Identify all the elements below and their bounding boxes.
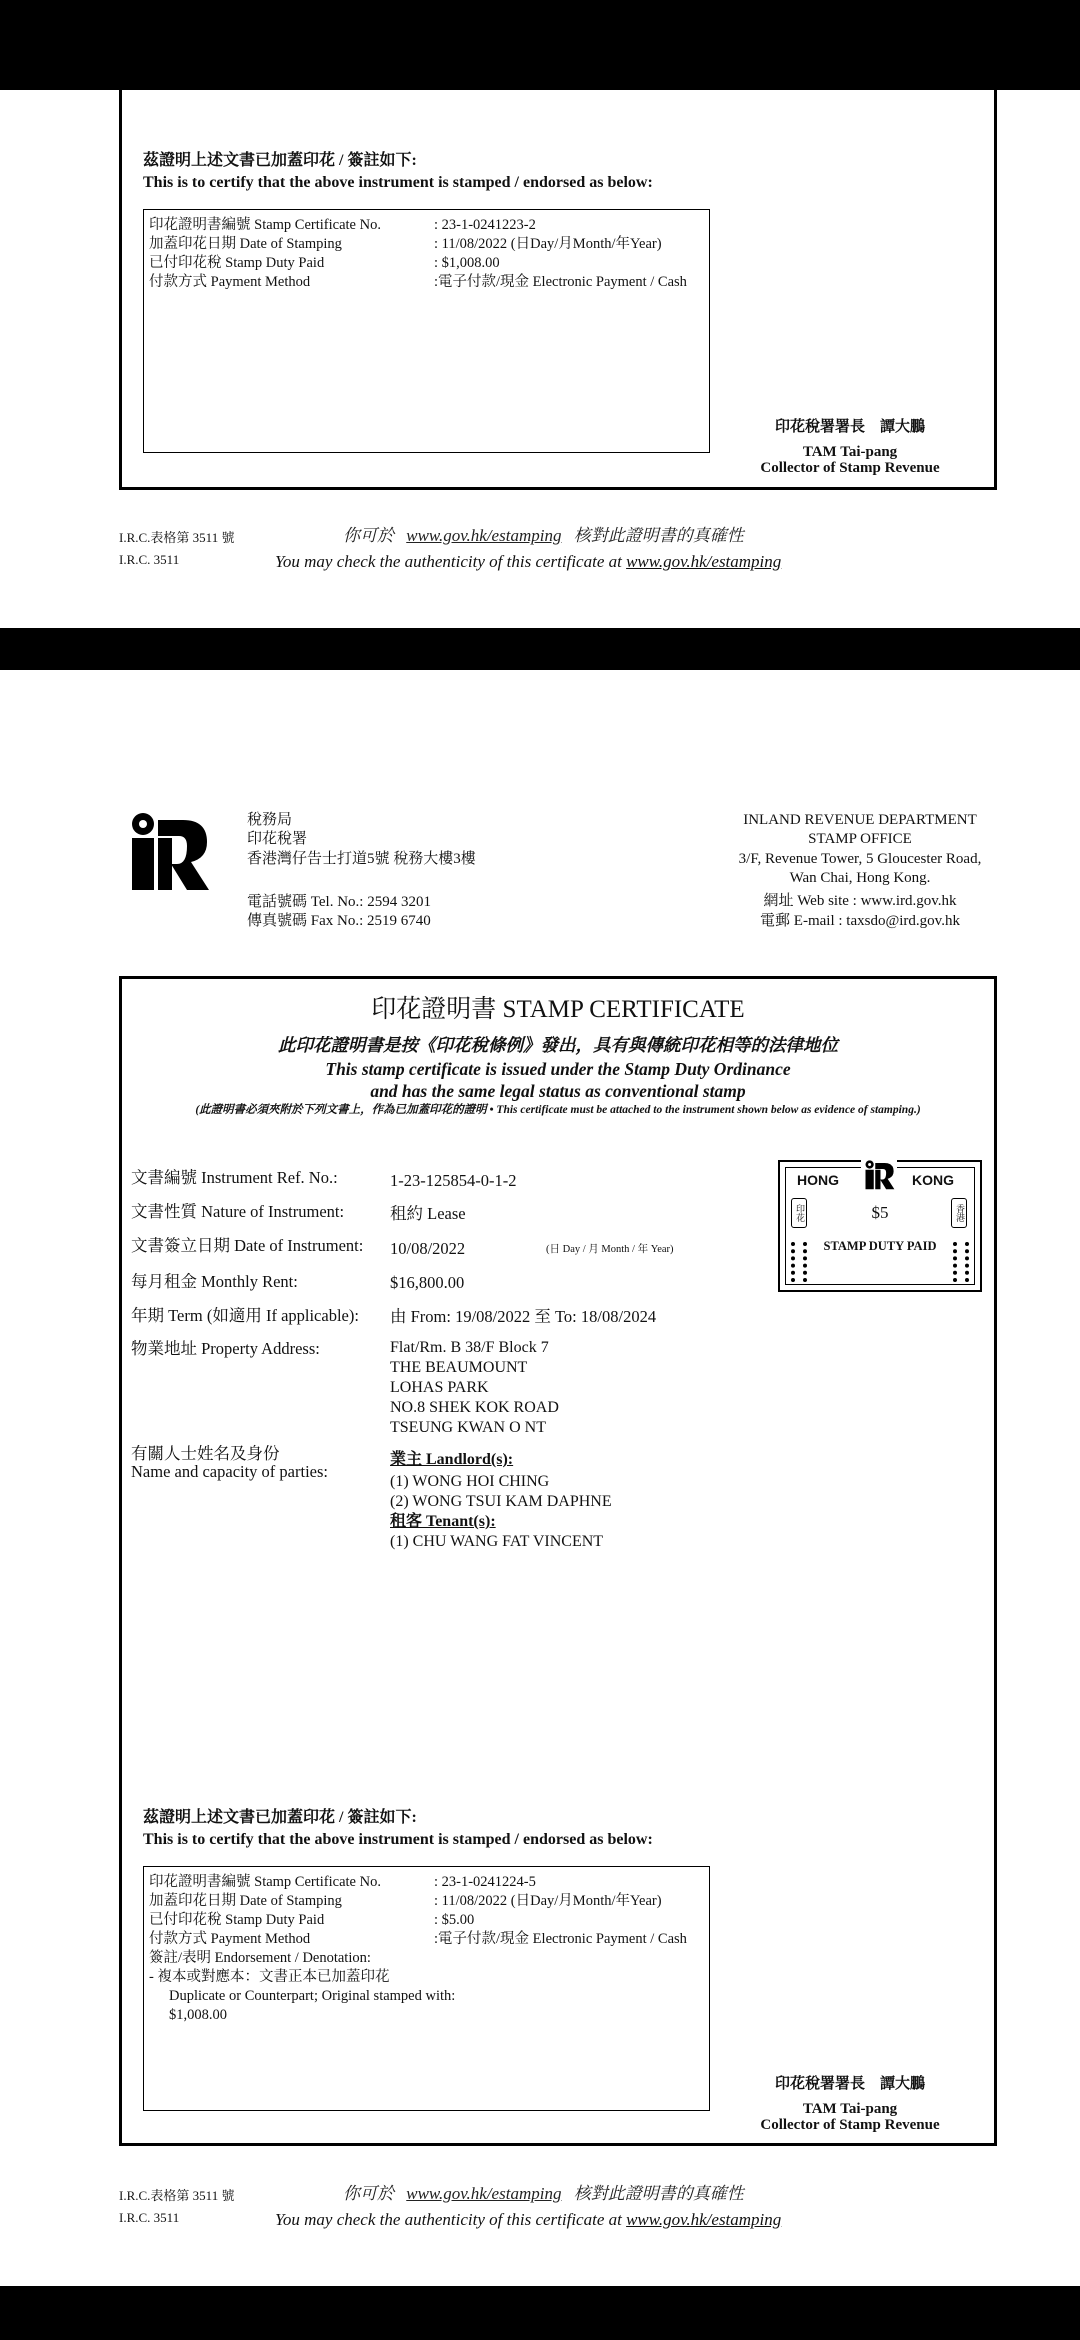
check-en-link[interactable]: www.gov.hk/estamping	[626, 552, 782, 571]
detail-row	[149, 1911, 475, 1930]
endorse-line-1: - 複本或對應本：文書正本已加蓋印花	[149, 1969, 390, 1985]
detail-value: :電子付款/現金 Electronic Payment / Cash	[434, 274, 687, 290]
ird-logo-icon	[861, 1160, 897, 1190]
bottom-check-zh	[343, 2183, 744, 2204]
landlord-item: (1) WONG HOI CHING	[390, 1473, 550, 1490]
property-line: Flat/Rm. B 38/F Block 7	[390, 1339, 549, 1356]
stamp-ornament-right	[953, 1242, 969, 1282]
field-value-rent: $16,800.00	[390, 1273, 465, 1292]
dept-zh-1: 稅務局	[247, 812, 293, 828]
address-en-2: Wan Chai, Hong Kong.	[789, 870, 931, 886]
detail-value: :電子付款/現金 Electronic Payment / Cash	[434, 1931, 687, 1947]
property-line: NO.8 SHEK KOK ROAD	[390, 1399, 559, 1416]
field-value-nature: 租約 Lease	[390, 1204, 466, 1223]
certificate-subtitle-zh: 此印花證明書是按《印花稅條例》發出，具有與傳統印花相等的法律地位	[278, 1035, 838, 1055]
detail-label: 付款方式 Payment Method	[149, 1931, 311, 1947]
dept-zh-2: 印花稅署	[247, 831, 308, 847]
detail-label: 已付印花稅 Stamp Duty Paid	[149, 1912, 325, 1928]
stamp-chop-left: 印花	[791, 1198, 807, 1228]
top-check-en	[275, 551, 781, 572]
top-details	[149, 216, 687, 292]
check-zh-link[interactable]: www.gov.hk/estamping	[406, 2184, 562, 2203]
ird-logo	[125, 812, 211, 892]
field-date-format: (日 Day / 月 Month / 年 Year)	[546, 1244, 674, 1255]
parties	[390, 1450, 612, 1552]
property-line: LOHAS PARK	[390, 1379, 489, 1396]
check-en-pre: You may check the authenticity of this certificate at	[275, 2210, 622, 2229]
certificate-note: (此證明書必須夾附於下列文書上，作為已加蓋印花的證明 • This certificate must be attached to the instrument shown below as evidence of stamping.)	[195, 1104, 921, 1116]
check-zh-pre: 你可於	[343, 2184, 394, 2203]
detail-value: : 11/08/2022 (日Day/月Month/年Year)	[434, 236, 662, 252]
endorse-line-2: Duplicate or Counterpart; Original stamped with:	[169, 1988, 456, 2004]
bottom-form-en: I.R.C. 3511	[119, 2210, 180, 2225]
top-collector-title: Collector of Stamp Revenue	[760, 460, 940, 476]
dept-en-2: STAMP OFFICE	[808, 831, 912, 847]
detail-label: 已付印花稅 Stamp Duty Paid	[149, 255, 325, 271]
website: 網址 Web site : www.ird.gov.hk	[763, 893, 957, 909]
bottom-collector-zh: 印花稅署署長 譚大鵬	[774, 2076, 925, 2092]
detail-row	[149, 1930, 687, 1949]
bottom-black-bar	[0, 2286, 1080, 2340]
stamp-chop-right: 香港	[951, 1198, 967, 1228]
fax-no: 傳真號碼 Fax No.: 2519 6740	[247, 913, 431, 929]
tenant-item: (1) CHU WANG FAT VINCENT	[390, 1533, 604, 1550]
top-check-zh	[343, 525, 744, 546]
field-label-date: 文書簽立日期 Date of Instrument:	[131, 1236, 364, 1255]
top-certify-zh: 茲證明上述文書已加蓋印花 / 簽註如下:	[143, 152, 417, 169]
stamp-ornament-left	[791, 1242, 807, 1282]
middle-black-bar	[0, 628, 1080, 670]
field-label-ref: 文書編號 Instrument Ref. No.:	[131, 1168, 338, 1187]
detail-row	[149, 273, 687, 292]
endorse-label: 簽註/表明 Endorsement / Denotation:	[149, 1950, 371, 1966]
field-value-date: 10/08/2022	[390, 1239, 466, 1258]
stamp-kong: KONG	[909, 1172, 957, 1188]
endorse-line-3: $1,008.00	[169, 2007, 227, 2023]
field-value-ref: 1-23-125854-0-1-2	[390, 1171, 517, 1190]
bottom-certify-en: This is to certify that the above instrument is stamped / endorsed as below:	[143, 1831, 653, 1848]
tenant-heading: 租客 Tenant(s):	[390, 1513, 496, 1530]
bottom-collector-title: Collector of Stamp Revenue	[760, 2117, 940, 2133]
bottom-collector-name: TAM Tai-pang	[802, 2101, 898, 2117]
detail-label: 加蓋印花日期 Date of Stamping	[149, 236, 342, 252]
bottom-details	[149, 1873, 687, 2025]
field-label-rent: 每月租金 Monthly Rent:	[131, 1272, 298, 1291]
certificate-title: 印花證明書 STAMP CERTIFICATE	[371, 996, 745, 1023]
top-collector-name: TAM Tai-pang	[802, 444, 898, 460]
stamp-hong: HONG	[794, 1172, 842, 1188]
check-zh-link[interactable]: www.gov.hk/estamping	[406, 526, 562, 545]
certificate-subtitle-en-1: This stamp certificate is issued under the Stamp Duty Ordinance	[325, 1059, 791, 1079]
property-line: TSEUNG KWAN O NT	[390, 1419, 546, 1436]
detail-value: : $1,008.00	[434, 255, 500, 271]
field-value-term: 由 From: 19/08/2022 至 To: 18/08/2024	[390, 1307, 657, 1326]
stamp-amount: $5	[871, 1203, 889, 1222]
property-label: 物業地址 Property Address:	[131, 1339, 320, 1358]
ird-logo-icon	[125, 812, 211, 892]
certificate-subtitle-en-2: and has the same legal status as conventional stamp	[370, 1081, 746, 1101]
parties-label-en: Name and capacity of parties:	[131, 1462, 328, 1481]
detail-row	[149, 216, 536, 235]
detail-row	[149, 1873, 536, 1892]
top-form-en: I.R.C. 3511	[119, 552, 180, 567]
top-form-zh: I.R.C.表格第 3511 號	[119, 530, 235, 545]
detail-row	[149, 1892, 662, 1911]
field-label-nature: 文書性質 Nature of Instrument:	[131, 1202, 345, 1221]
detail-label: 加蓋印花日期 Date of Stamping	[149, 1893, 342, 1909]
landlord-item: (2) WONG TSUI KAM DAPHNE	[390, 1493, 612, 1510]
parties-label-zh: 有關人士姓名及身份	[131, 1444, 280, 1463]
tel-no: 電話號碼 Tel. No.: 2594 3201	[247, 894, 431, 910]
stamp-ir-logo	[861, 1160, 897, 1190]
property-address	[390, 1338, 559, 1438]
bottom-form-zh: I.R.C.表格第 3511 號	[119, 2188, 235, 2203]
detail-row	[149, 254, 500, 273]
check-zh-post: 核對此證明書的真確性	[573, 526, 744, 545]
top-collector-zh: 印花稅署署長 譚大鵬	[774, 419, 925, 435]
address-zh: 香港灣仔告士打道5號 稅務大樓3樓	[247, 851, 476, 867]
bottom-check-en	[275, 2209, 781, 2230]
detail-label: 付款方式 Payment Method	[149, 274, 311, 290]
address-en-1: 3/F, Revenue Tower, 5 Gloucester Road,	[738, 851, 982, 867]
check-en-link[interactable]: www.gov.hk/estamping	[626, 2210, 782, 2229]
check-zh-pre: 你可於	[343, 526, 394, 545]
top-certify-en: This is to certify that the above instrument is stamped / endorsed as below:	[143, 174, 653, 191]
landlord-heading: 業主 Landlord(s):	[390, 1451, 514, 1468]
property-line: THE BEAUMOUNT	[390, 1359, 528, 1376]
dept-en-1: INLAND REVENUE DEPARTMENT	[743, 812, 977, 828]
detail-row	[149, 235, 662, 254]
detail-label: 印花證明書編號 Stamp Certificate No.	[149, 217, 381, 233]
check-zh-post: 核對此證明書的真確性	[573, 2184, 744, 2203]
detail-label: 印花證明書編號 Stamp Certificate No.	[149, 1874, 381, 1890]
detail-value: : 23-1-0241224-5	[434, 1874, 536, 1890]
email: 電郵 E-mail : taxsdo@ird.gov.hk	[760, 913, 960, 929]
field-label-term: 年期 Term (如適用 If applicable):	[131, 1306, 359, 1325]
check-en-pre: You may check the authenticity of this certificate at	[275, 552, 622, 571]
detail-value: : 23-1-0241223-2	[434, 217, 536, 233]
detail-value: : 11/08/2022 (日Day/月Month/年Year)	[434, 1893, 662, 1909]
detail-value: : $5.00	[434, 1912, 475, 1928]
bottom-certify-zh: 茲證明上述文書已加蓋印花 / 簽註如下:	[143, 1809, 417, 1826]
stamp-paid-text: STAMP DUTY PAID	[823, 1239, 937, 1253]
